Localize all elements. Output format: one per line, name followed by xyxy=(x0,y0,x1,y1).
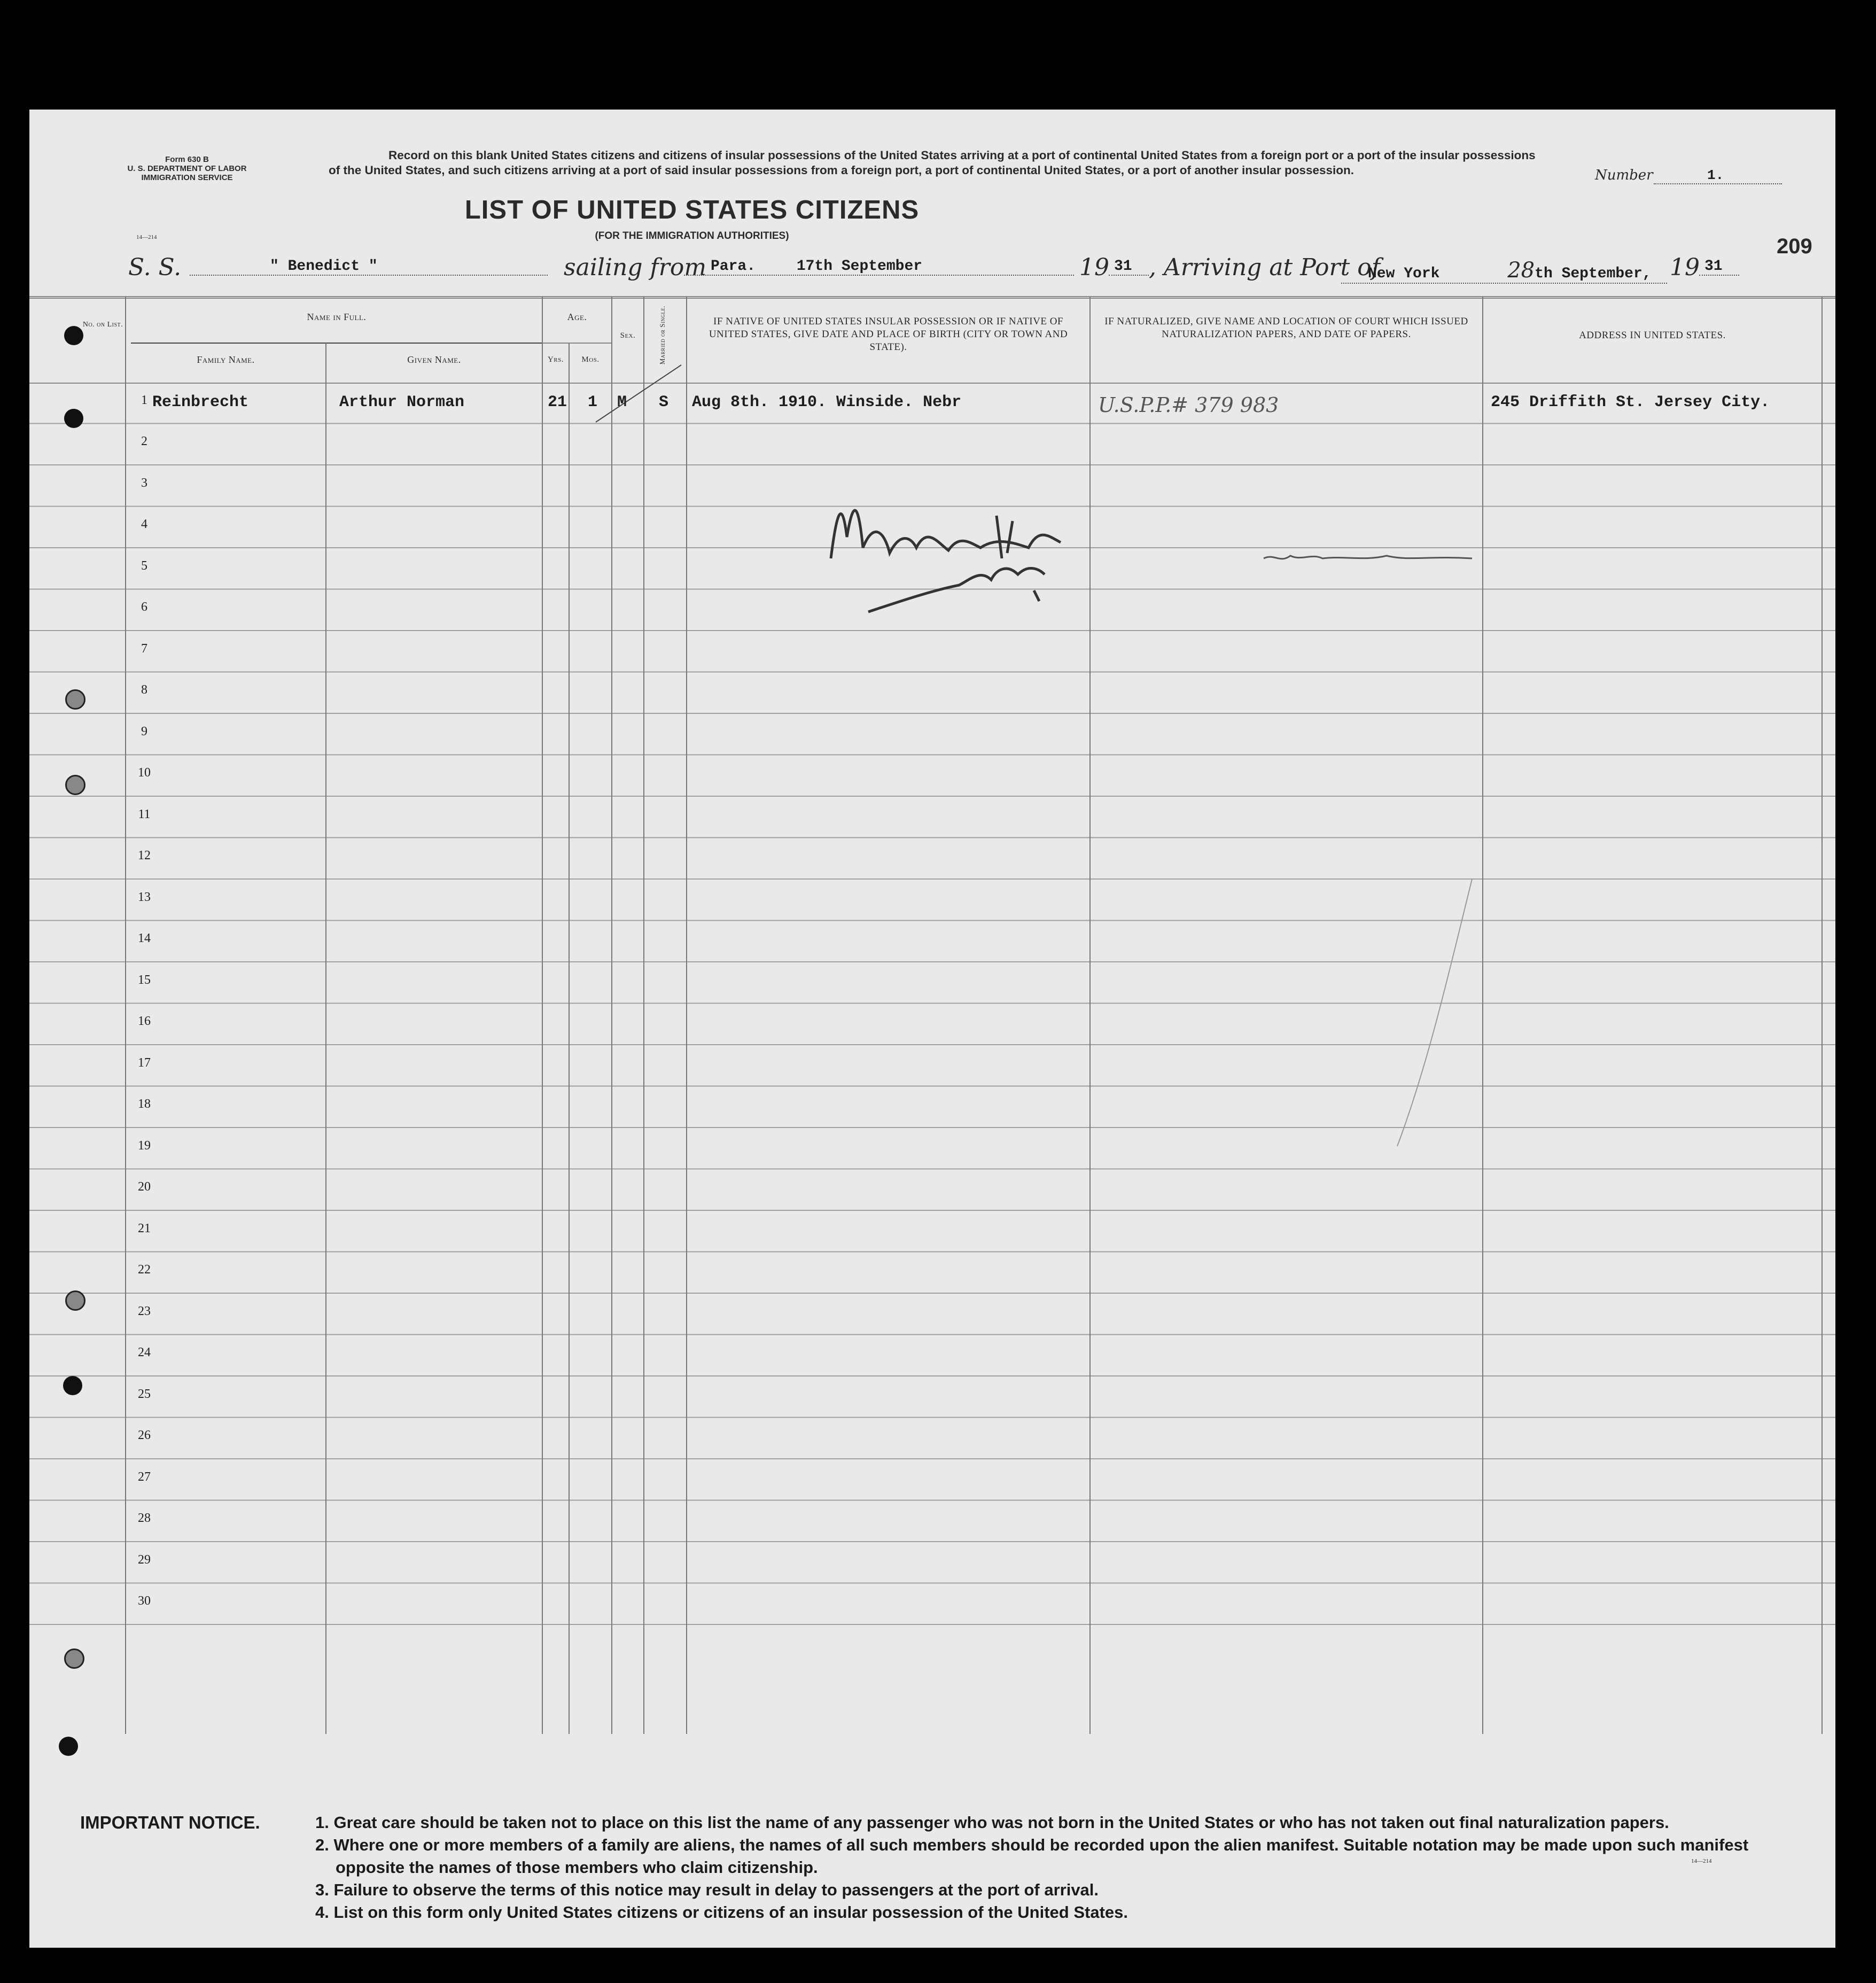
punch-hole xyxy=(65,775,85,795)
table-row xyxy=(29,755,1835,797)
table-row xyxy=(29,838,1835,880)
table-row xyxy=(29,1335,1835,1377)
table-row xyxy=(29,921,1835,962)
col-header-yrs: Yrs. xyxy=(547,355,564,364)
table-row xyxy=(29,1293,1835,1335)
punch-hole xyxy=(65,1290,85,1311)
table-row xyxy=(29,672,1835,714)
col-header-native: IF NATIVE OF UNITED STATES INSULAR POSSESSION OR IF NATIVE OF UNITED STATES, GIVE DATE AND PLACE OF BIRTH (CITY OR TOWN AND STATE). xyxy=(709,316,1068,353)
form-code-top: 14—214 xyxy=(136,234,157,240)
important-notice xyxy=(80,1811,1790,1924)
row-number: 21 xyxy=(138,1221,151,1235)
notice-item-1: 1. Great care should be taken not to place on this list the name of any passenger who was not born in the United States or who has not taken out final naturalization papers. xyxy=(315,1813,1669,1832)
table-row xyxy=(29,1169,1835,1211)
birth-date-place: Aug 8th. 1910. Winside. Nebr xyxy=(692,393,962,411)
table-row xyxy=(29,1045,1835,1086)
row-number: 22 xyxy=(138,1263,151,1277)
table-row xyxy=(29,1252,1835,1294)
officer-signature xyxy=(820,473,1151,628)
age-years: 21 xyxy=(548,393,567,411)
col-header-address: ADDRESS IN UNITED STATES. xyxy=(1579,330,1726,341)
row-number: 6 xyxy=(141,600,147,615)
ss-label: S. S. xyxy=(128,254,182,281)
notice-item-2: 2. Where one or more members of a family are aliens, the names of all such members should be recorded upon the alien manifest. Suitable notation may be made upon such manifest opposite the names of those members who claim citizenship. xyxy=(315,1836,1749,1877)
instructions-text: Record on this blank United States citizens and citizens of insular possessions of the United States arriving at a port of continental United States from a foreign port or a port of the insular possessions of the United States, and such citizens arriving at a port of said insular possessions from a foreign port, a port of continental United States, or a port of another insular possession. xyxy=(329,149,1536,177)
port-to-value: New York xyxy=(1368,266,1440,282)
table-row xyxy=(29,1004,1835,1045)
row-number: 12 xyxy=(138,849,151,863)
table-row xyxy=(29,1500,1835,1542)
manifest-sheet xyxy=(29,110,1835,1948)
row-number: 18 xyxy=(138,1097,151,1111)
row-number: 13 xyxy=(138,890,151,904)
table-row xyxy=(29,1418,1835,1459)
punch-hole xyxy=(64,1648,84,1669)
row-number: 5 xyxy=(141,558,147,573)
title-text: LIST OF UNITED STATES CITIZENS xyxy=(464,196,920,224)
notice-label: IMPORTANT NOTICE. xyxy=(80,1813,260,1832)
sex: M xyxy=(617,393,627,411)
service-name: IMMIGRATION SERVICE xyxy=(141,173,233,182)
punch-hole xyxy=(64,326,83,345)
row-number: 26 xyxy=(138,1428,151,1443)
page-number: 209 xyxy=(1777,235,1812,258)
row-number: 20 xyxy=(138,1180,151,1194)
departure-date: 17th September xyxy=(796,258,923,275)
row-number: 3 xyxy=(141,476,147,490)
row-number: 2 xyxy=(141,434,147,449)
row-number: 27 xyxy=(138,1469,151,1484)
col-header-age: Age. xyxy=(567,312,587,322)
col-header-married: Married or Single. xyxy=(658,305,666,365)
col-header-family: Family Name. xyxy=(197,354,255,365)
table-row xyxy=(29,796,1835,838)
row-number: 4 xyxy=(141,517,147,532)
punch-hole xyxy=(65,689,85,710)
table-row xyxy=(29,879,1835,921)
naturalization-signature xyxy=(1258,532,1483,574)
col-header-naturalized: IF NATURALIZED, GIVE NAME AND LOCATION OF COURT WHICH ISSUED NATURALIZATION PAPERS, AND DATE OF PAPERS. xyxy=(1104,316,1468,340)
row-number: 1 xyxy=(141,393,147,407)
year-1: 31 xyxy=(1109,258,1149,276)
arrival-month: September, xyxy=(1561,266,1652,282)
year-prefix-1: 19 xyxy=(1079,254,1109,281)
row-number: 15 xyxy=(138,973,151,987)
us-address: 245 Driffith St. Jersey City. xyxy=(1491,393,1770,411)
col-header-given: Given Name. xyxy=(407,354,461,365)
year-prefix-2: 19 xyxy=(1670,254,1700,281)
punch-hole xyxy=(63,1376,82,1395)
col-header-name-full: Name in Full. xyxy=(307,312,367,322)
row-number: 29 xyxy=(138,1552,151,1567)
family-name: Reinbrecht xyxy=(152,393,249,411)
table-row xyxy=(29,1583,1835,1625)
col-header-sex: Sex. xyxy=(620,331,636,340)
number-value: 1. xyxy=(1654,167,1782,184)
row-number: 30 xyxy=(138,1594,151,1608)
year-2: 31 xyxy=(1699,258,1739,276)
arrival-day: 28 xyxy=(1507,258,1535,283)
naturalization-papers: U.S.P.P.# 379 983 xyxy=(1098,393,1279,417)
subtitle-text: (FOR THE IMMIGRATION AUTHORITIES) xyxy=(595,230,789,242)
department-name: U. S. DEPARTMENT OF LABOR xyxy=(127,164,247,173)
row-number: 17 xyxy=(138,1055,151,1070)
table-row xyxy=(29,382,1835,424)
form-number: Form 630 B xyxy=(165,155,209,164)
col-header-no: No. on List. xyxy=(82,321,123,329)
table-row xyxy=(29,1376,1835,1418)
number-label: Number xyxy=(1595,167,1653,183)
table-row xyxy=(29,713,1835,755)
row-number: 8 xyxy=(141,683,147,697)
notice-row-1 xyxy=(80,1811,1790,1834)
row-number: 19 xyxy=(138,1138,151,1153)
ship-name: " Benedict " xyxy=(190,258,548,276)
table-row xyxy=(29,1127,1835,1169)
table-row xyxy=(29,1459,1835,1500)
arriving-label: , Arriving at Port of xyxy=(1149,254,1381,281)
table-row xyxy=(29,1542,1835,1583)
sailing-label: sailing from xyxy=(564,254,707,281)
form-code-bottom: 14—214 xyxy=(1691,1858,1712,1864)
notice-item-3: 3. Failure to observe the terms of this notice may result in delay to passengers at the port of arrival. xyxy=(315,1880,1099,1899)
table-row xyxy=(29,1210,1835,1252)
row-number: 7 xyxy=(141,641,147,656)
port-from-value: Para. xyxy=(711,258,756,275)
table-row xyxy=(29,1086,1835,1128)
punch-hole xyxy=(59,1737,78,1756)
given-name: Arthur Norman xyxy=(339,393,465,411)
notice-item-4: 4. List on this form only United States citizens or citizens of an insular possession of the United States. xyxy=(315,1903,1128,1922)
age-months: 1 xyxy=(588,393,598,411)
marital-status: S xyxy=(659,393,669,411)
row-number: 11 xyxy=(138,807,151,821)
row-number: 28 xyxy=(138,1511,151,1526)
row-number: 10 xyxy=(138,766,151,780)
arriving-label-text: Arriving at Port of xyxy=(1163,254,1381,281)
col-header-mos: Mos. xyxy=(581,355,600,364)
row-number: 14 xyxy=(138,931,151,946)
table-row xyxy=(29,424,1835,465)
row-number: 16 xyxy=(138,1014,151,1029)
row-number: 23 xyxy=(138,1304,151,1318)
arrival-day-suffix: th xyxy=(1535,266,1553,282)
row-number: 25 xyxy=(138,1387,151,1401)
punch-hole xyxy=(64,409,83,428)
table-row xyxy=(29,962,1835,1004)
row-number: 9 xyxy=(141,724,147,738)
row-number: 24 xyxy=(138,1346,151,1360)
table-row xyxy=(29,631,1835,672)
